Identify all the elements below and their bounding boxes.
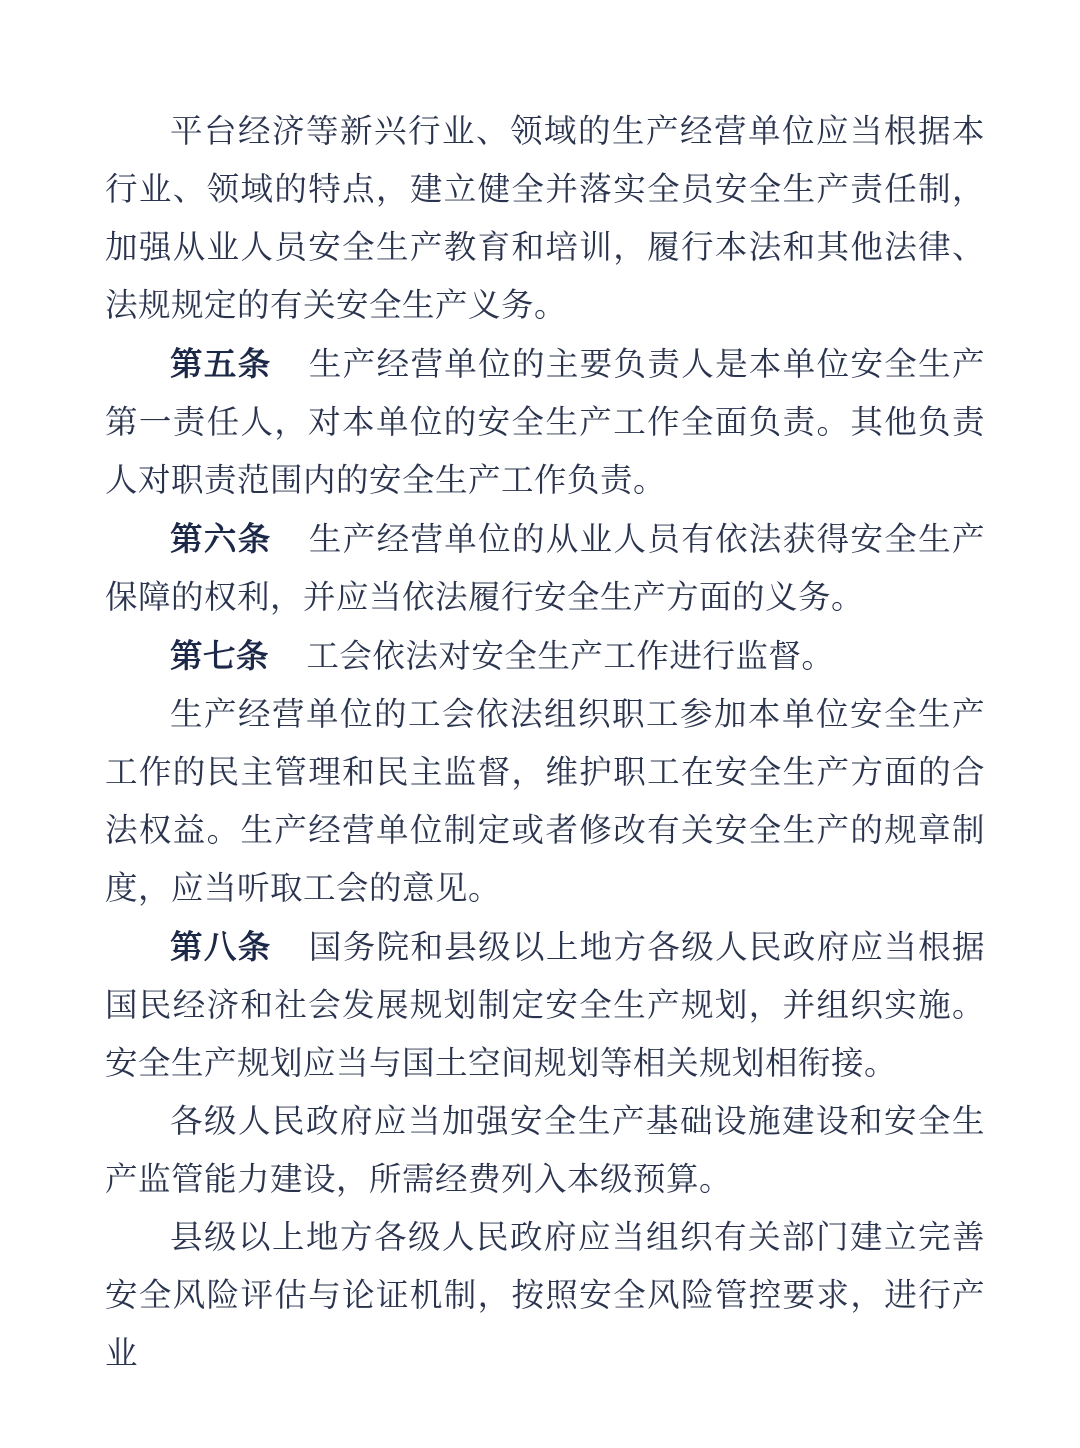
paragraph (105, 627, 985, 686)
paragraph-text: 生产经营单位的工会依法组织职工参加本单位安全生产工作的民主管理和民主监督，维护职工在安全生产方面的合法权益。生产经营单位制定或者修改有关安全生产的规章制度，应当听取工会的意见。 (105, 697, 985, 907)
article-number: 第八条 (170, 929, 272, 965)
paragraph-text: 国务院和县级以上地方各级人民政府应当根据国民经济和社会发展规划制定安全生产规划，并组织实施。安全生产规划应当与国土空间规划等相关规划相衔接。 (105, 930, 985, 1082)
article-number: 第六条 (170, 521, 272, 557)
paragraph-text: 县级以上地方各级人民政府应当组织有关部门建立完善安全风险评估与论证机制，按照安全风险管控要求，进行产业 (105, 1220, 985, 1372)
article-number: 第五条 (170, 346, 272, 382)
paragraph (105, 1209, 985, 1383)
document-text (105, 103, 985, 1383)
paragraph-text: 工会依法对安全生产工作进行监督。 (306, 639, 835, 675)
paragraph-text: 各级人民政府应当加强安全生产基础设施建设和安全生产监管能力建设，所需经费列入本级预算。 (105, 1104, 985, 1198)
paragraph-text: 生产经营单位的从业人员有依法获得安全生产保障的权利，并应当依法履行安全生产方面的义务。 (105, 522, 985, 616)
paragraph-text: 生产经营单位的主要负责人是本单位安全生产第一责任人，对本单位的安全生产工作全面负责。其他负责人对职责范围内的安全生产工作负责。 (105, 347, 985, 499)
paragraph-text: 平台经济等新兴行业、领域的生产经营单位应当根据本行业、领域的特点，建立健全并落实全员安全生产责任制，加强从业人员安全生产教育和培训，履行本法和其他法律、法规规定的有关安全生产义务。 (105, 114, 985, 324)
paragraph (105, 103, 985, 335)
paragraph (105, 510, 985, 627)
paragraph (105, 335, 985, 510)
paragraph (105, 1093, 985, 1209)
article-number: 第七条 (170, 638, 270, 674)
paragraph (105, 918, 985, 1093)
paragraph (105, 686, 985, 918)
